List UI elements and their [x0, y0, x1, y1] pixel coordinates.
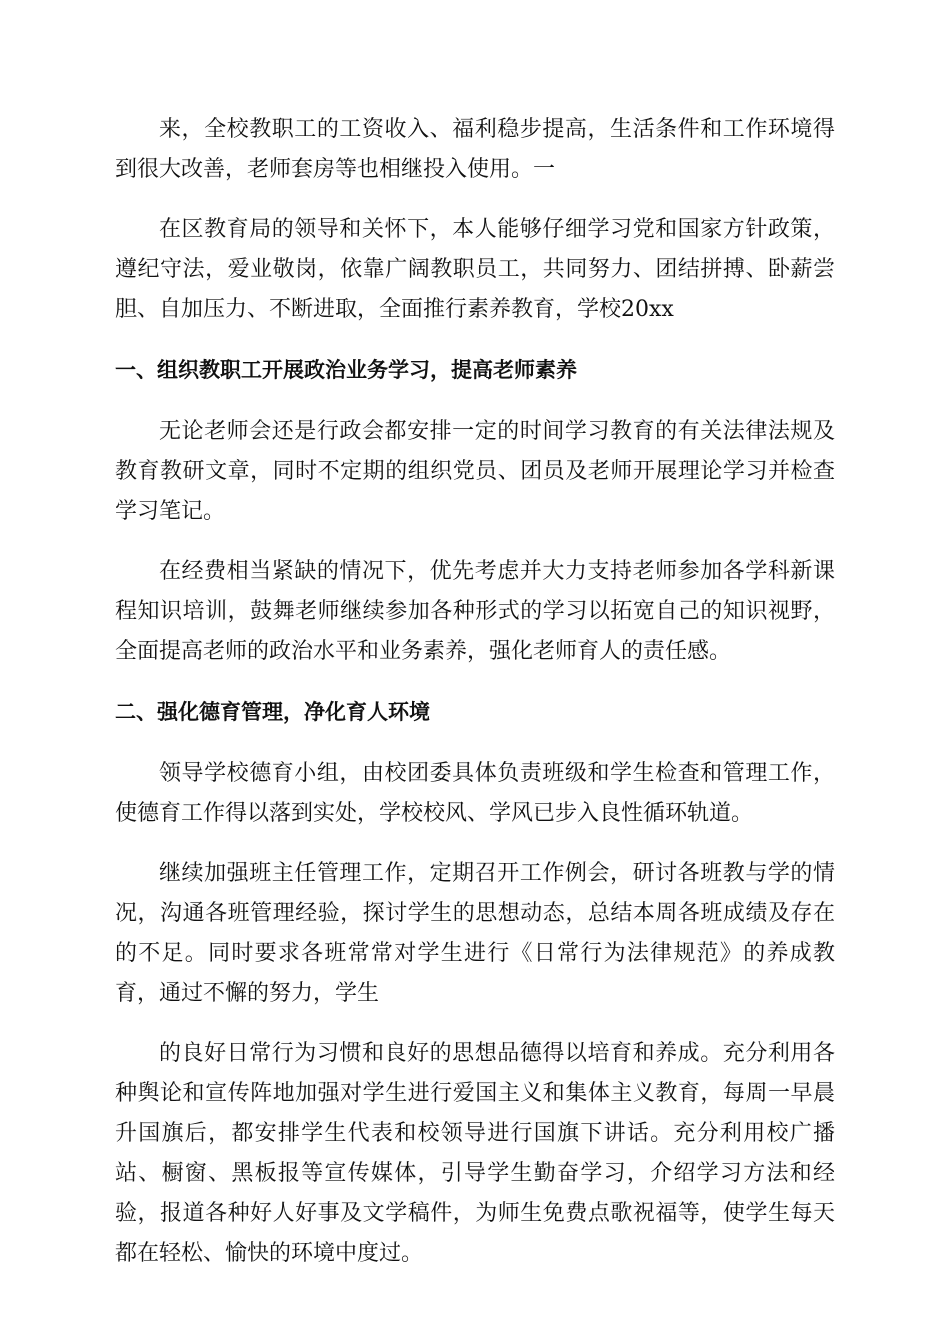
paragraph-study-meetings: 无论老师会还是行政会都安排一定的时间学习教育的有关法律法规及教育教研文章，同时不定期的组织党员、团员及老师开展理论学习并检查学习笔记。 — [115, 419, 835, 524]
paragraph-moral-education-group: 领导学校德育小组，由校团委具体负责班级和学生检查和管理工作，使德育工作得以落到实处，学校校风、学风已步入良性循环轨道。 — [115, 761, 835, 826]
paragraph-class-management: 继续加强班主任管理工作，定期召开工作例会，研讨各班教与学的情况，沟通各班管理经验，探讨学生的思想动态，总结本周各班成绩及存在的不足。同时要求各班常常对学生进行《日常行为法律规范》的养成教育，通过不懈的努力，学生 — [115, 861, 835, 1006]
document-page — [115, 110, 835, 1294]
paragraph-training: 在经费相当紧缺的情况下，优先考虑并大力支持老师参加各学科新课程知识培训，鼓舞老师继续参加各种形式的学习以拓宽自己的知识视野，全面提高老师的政治水平和业务素养，强化老师育人的责任感。 — [115, 559, 835, 664]
paragraph-leadership: 在区教育局的领导和关怀下，本人能够仔细学习党和国家方针政策，遵纪守法，爱业敬岗，依靠广阔教职员工，共同努力、团结拼搏、卧薪尝胆、自加压力、不断进取，全面推行素养教育，学校20xx — [115, 217, 835, 322]
paragraph-intro-continuation: 来，全校教职工的工资收入、福利稳步提高，生活条件和工作环境得到很大改善，老师套房等也相继投入使用。一 — [115, 117, 835, 182]
section-heading-1: 一、组织教职工开展政治业务学习，提高老师素养 — [115, 358, 577, 382]
paragraph-behavior-habits: 的良好日常行为习惯和良好的思想品德得以培育和养成。充分利用各种舆论和宣传阵地加强对学生进行爱国主义和集体主义教育，每周一早晨升国旗后，都安排学生代表和校领导进行国旗下讲话。充分利用校广播站、橱窗、黑板报等宣传媒体，引导学生勤奋学习，介绍学习方法和经验，报道各种好人好事及文学稿件，为师生免费点歌祝福等，使学生每天都在轻松、愉快的环境中度过。 — [115, 1041, 835, 1266]
section-heading-2: 二、强化德育管理，净化育人环境 — [115, 700, 430, 724]
